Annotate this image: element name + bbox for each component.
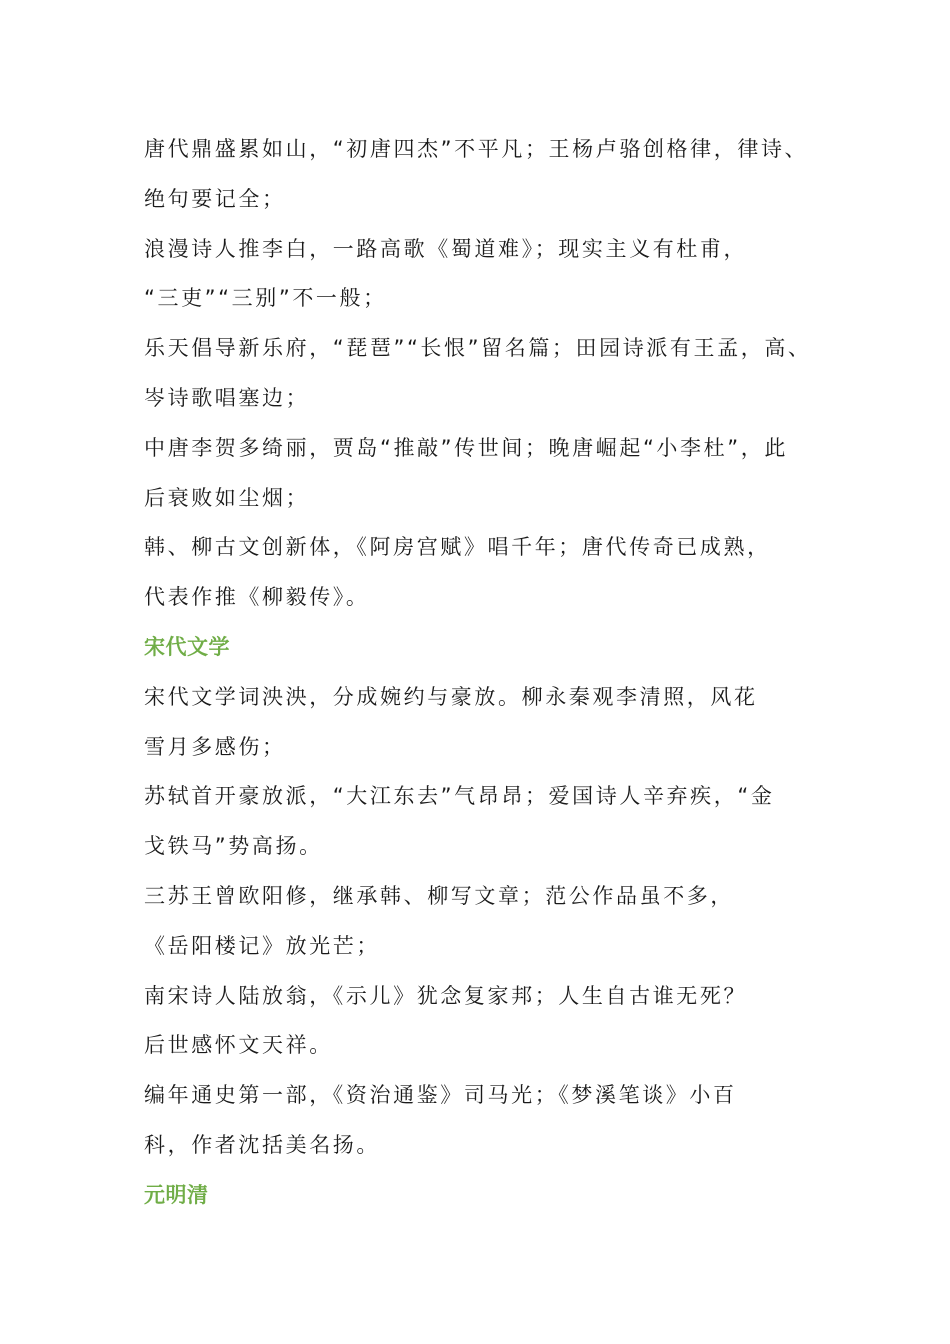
section-heading-song: 宋代文学: [144, 634, 230, 659]
text-line: 南宋诗人陆放翁，《示儿》犹念复家邦；人生自古谁无死？: [144, 983, 748, 1008]
text-line: “三吏”“三别”不一般；: [144, 286, 387, 311]
text-line: 中唐李贺多绮丽，贾岛“推敲”传世间；晚唐崛起“小李杜”，此: [144, 435, 788, 460]
text-line: 后世感怀文天祥。: [144, 1033, 333, 1058]
text-line: 代表作推《柳毅传》。: [144, 585, 370, 610]
text-line: 编年通史第一部，《资治通鉴》司马光；《梦溪笔谈》小百: [144, 1083, 737, 1108]
text-line: 乐天倡导新乐府，“琵琶”“长恨”留名篇；田园诗派有王孟，高、: [144, 336, 812, 361]
text-line: 岑诗歌唱塞边；: [144, 385, 310, 410]
text-line: 唐代鼎盛累如山，“初唐四杰”不平凡；王杨卢骆创格律，律诗、: [144, 137, 809, 161]
text-line: 宋代文学词泱泱，分成婉约与豪放。柳永秦观李清照，风花: [144, 684, 758, 709]
text-line: 苏轼首开豪放派，“大江东去”气昂昂；爱国诗人辛弃疾，“金: [144, 784, 775, 809]
document-body: [144, 125, 844, 1221]
section-heading-yuan-ming-qing: 元明清: [144, 1182, 209, 1207]
text-line: 戈铁马”势高扬。: [144, 834, 323, 859]
text-line: 后衰败如尘烟；: [144, 485, 310, 510]
text-line: 《岳阳楼记》放光芒；: [144, 933, 380, 958]
text-line: 浪漫诗人推李白，一路高歌《蜀道难》；现实主义有杜甫，: [144, 236, 748, 261]
text-line: 科，作者沈括美名扬。: [144, 1132, 380, 1157]
text-line: 韩、柳古文创新体，《阿房宫赋》唱千年；唐代传奇已成熟，: [144, 535, 771, 560]
text-line: 三苏王曾欧阳修，继承韩、柳写文章；范公作品虽不多，: [144, 883, 734, 908]
text-line: 绝句要记全；: [144, 186, 286, 211]
text-line: 雪月多感伤；: [144, 734, 286, 759]
